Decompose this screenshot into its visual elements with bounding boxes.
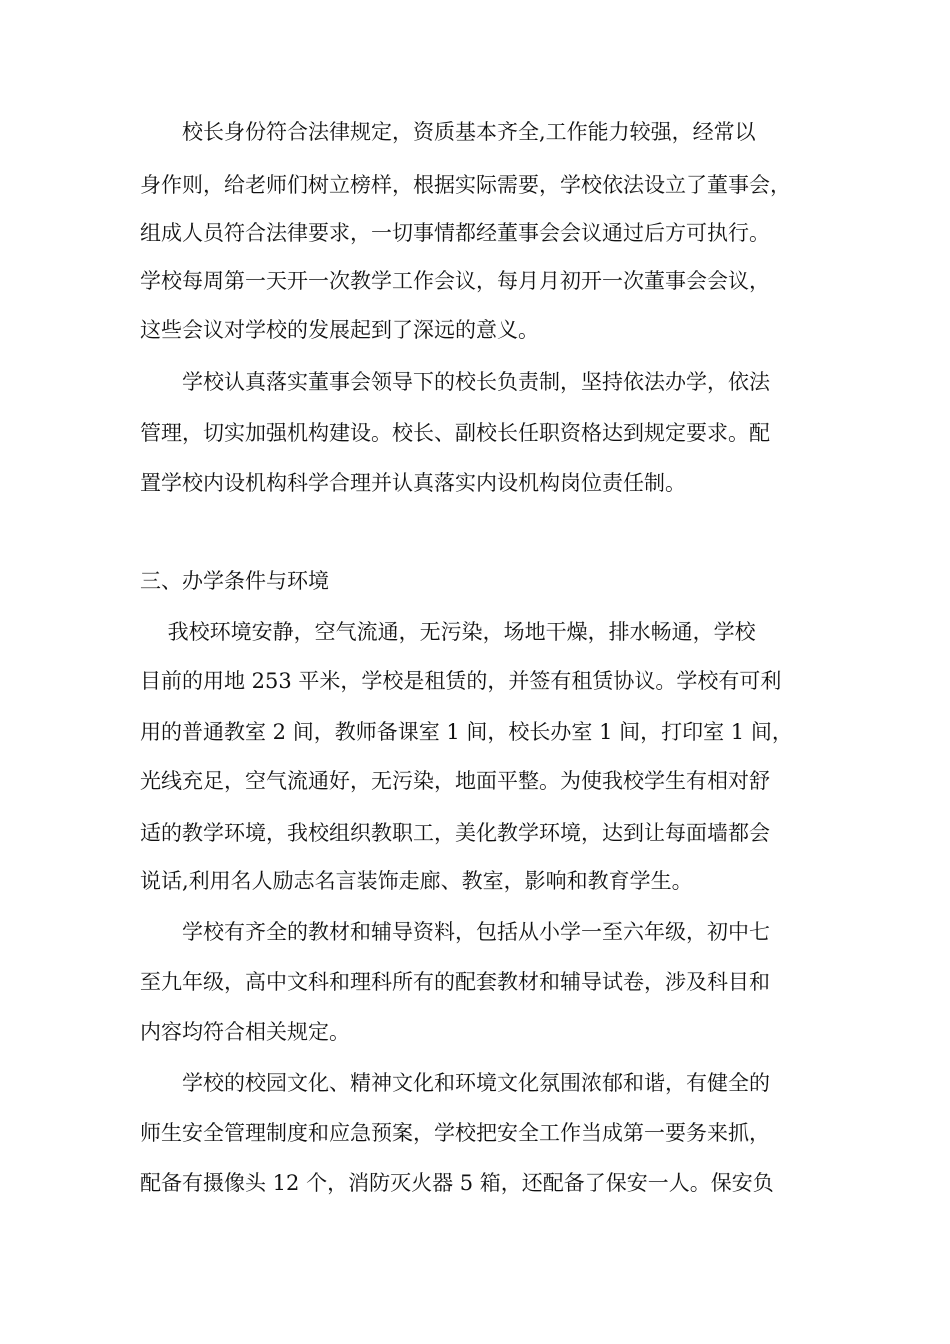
paragraph-1-line-1: 校长身份符合法律规定，资质基本齐全,工作能力较强，经常以 xyxy=(140,120,756,144)
paragraph-4-line-3: 内容均符合相关规定。 xyxy=(140,1020,350,1044)
paragraph-2-line-2: 管理，切实加强机构建设。校长、副校长任职资格达到规定要求。配 xyxy=(140,421,770,445)
section-heading: 三、办学条件与环境 xyxy=(140,569,329,593)
paragraph-4-line-1: 学校有齐全的教材和辅导资料，包括从小学一至六年级，初中七 xyxy=(140,920,770,944)
paragraph-1-line-3: 组成人员符合法律要求，一切事情都经董事会会议通过后方可执行。 xyxy=(140,221,770,245)
paragraph-1-line-4: 学校每周第一天开一次教学工作会议，每月月初开一次董事会会议， xyxy=(140,269,770,293)
paragraph-5-line-3: 配备有摄像头 12 个，消防灭火器 5 箱，还配备了保安一人。保安负 xyxy=(140,1171,774,1195)
paragraph-1-line-5: 这些会议对学校的发展起到了深远的意义。 xyxy=(140,318,539,342)
paragraph-2-line-1: 学校认真落实董事会领导下的校长负责制，坚持依法办学，依法 xyxy=(140,370,770,394)
paragraph-3-line-4: 光线充足，空气流通好，无污染，地面平整。为使我校学生有相对舒 xyxy=(140,769,770,793)
paragraph-5-line-2: 师生安全管理制度和应急预案，学校把安全工作当成第一要务来抓， xyxy=(140,1121,770,1145)
paragraph-5-line-1: 学校的校园文化、精神文化和环境文化氛围浓郁和谐，有健全的 xyxy=(140,1071,770,1095)
paragraph-3-line-5: 适的教学环境，我校组织教职工，美化教学环境，达到让每面墙都会 xyxy=(140,821,770,845)
paragraph-3-line-2: 目前的用地 253 平米，学校是租赁的，并签有租赁协议。学校有可利 xyxy=(140,669,782,693)
paragraph-4-line-2: 至九年级，高中文科和理科所有的配套教材和辅导试卷，涉及科目和 xyxy=(140,970,770,994)
paragraph-1-line-2: 身作则，给老师们树立榜样，根据实际需要，学校依法设立了董事会， xyxy=(140,173,791,197)
paragraph-3-line-3: 用的普通教室 2 间，教师备课室 1 间，校长办室 1 间，打印室 1 间， xyxy=(140,720,793,744)
paragraph-3-line-6: 说话,利用名人励志名言装饰走廊、教室，影响和教育学生。 xyxy=(140,869,693,893)
paragraph-2-line-3: 置学校内设机构科学合理并认真落实内设机构岗位责任制。 xyxy=(140,471,686,495)
paragraph-3-line-1: 我校环境安静，空气流通，无污染，场地干燥，排水畅通，学校 xyxy=(140,620,756,644)
